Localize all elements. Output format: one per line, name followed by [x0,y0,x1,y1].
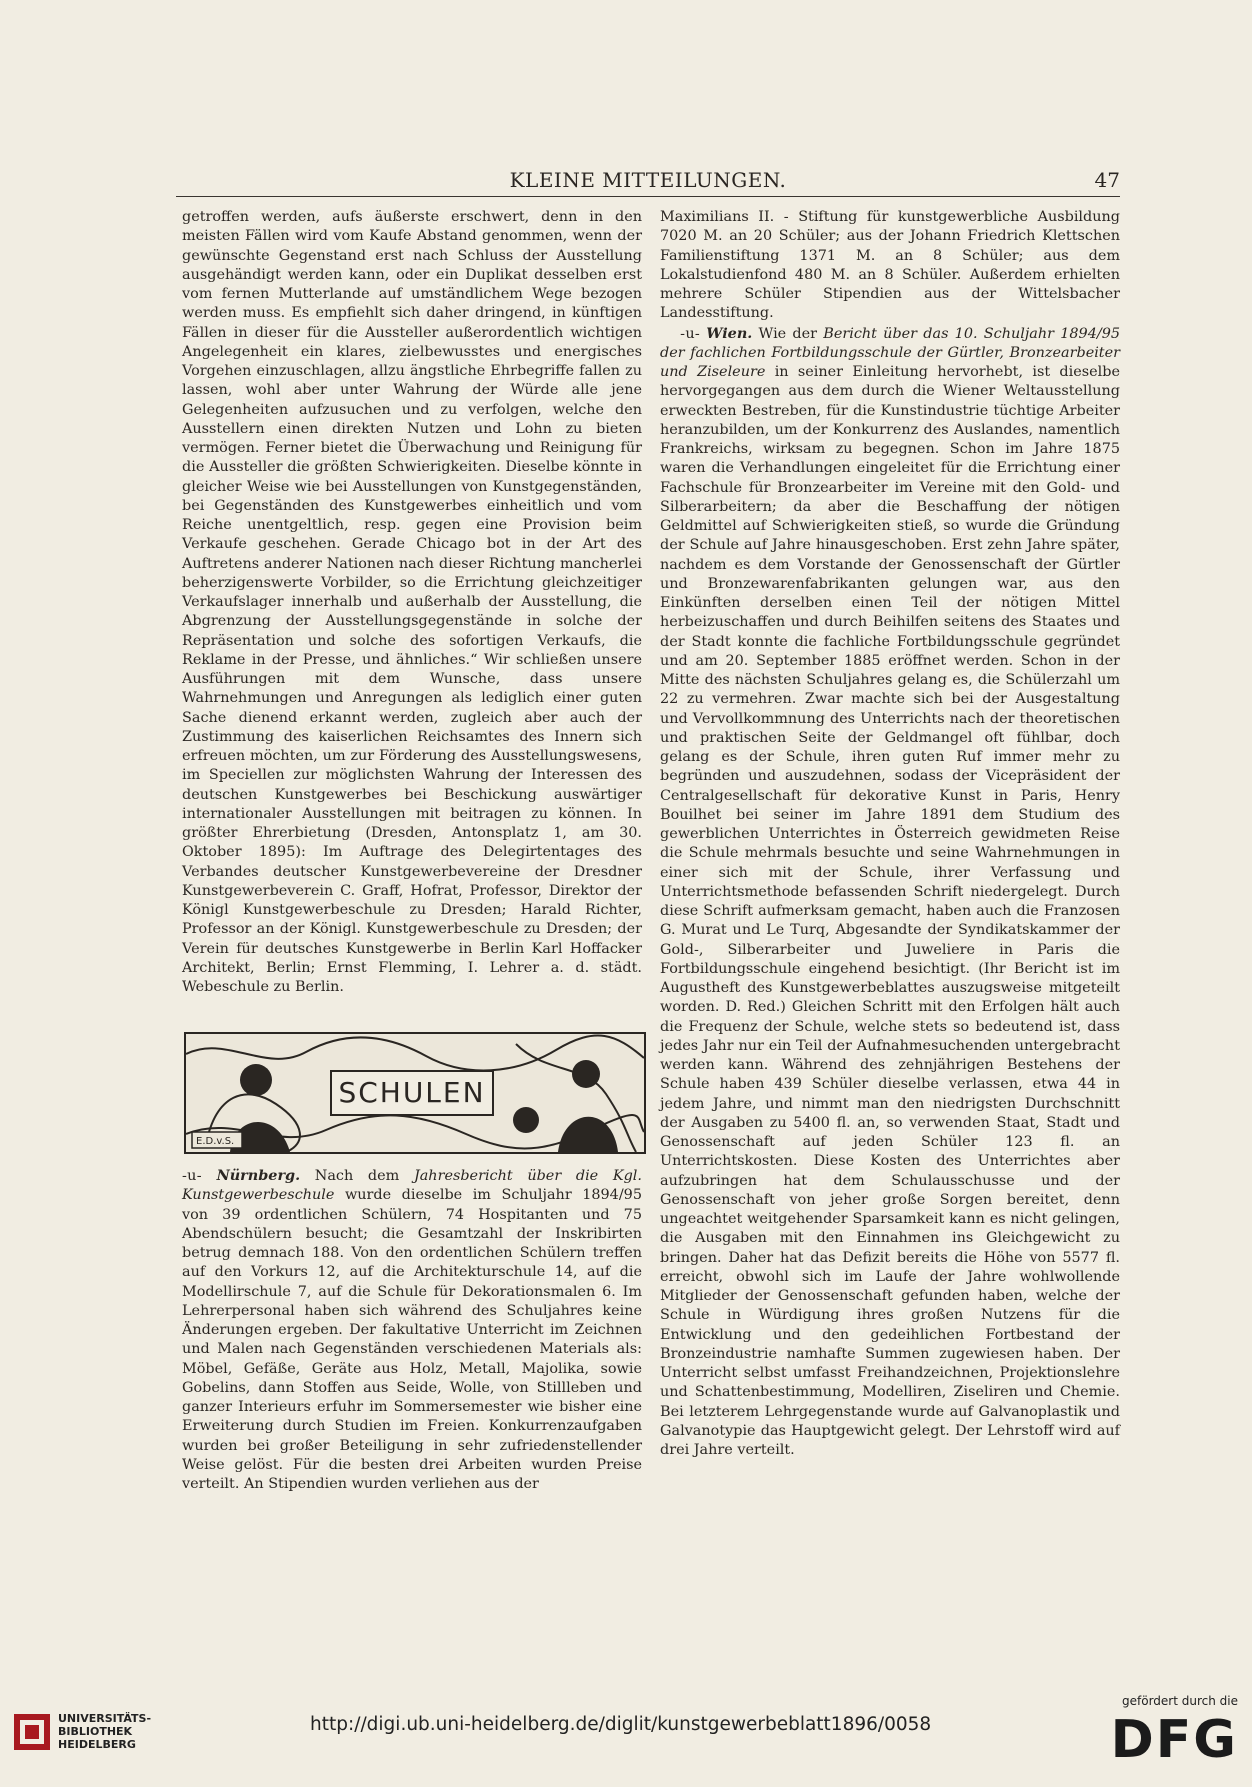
library-name [58,1712,151,1751]
library-seal-icon [12,1712,52,1752]
nuernberg-text: wurde dieselbe im Schuljahr 1894/95 von 39 ordentlichen Schülern, 74 Hospitanten und 75 Abendschülern besucht; die Gesamtzahl der Inskribirten betrug demnach 188. Von den ordentlichen Schülern treffen auf den Vorkurs 12, auf die Architekturschule 14, auf die Modellirschule 7, auf die Schule für Dekorationsmalen 6. Im Lehrerpersonal haben sich während des Schuljahres keine Änderungen ergeben. Der fakultative Unterricht im Zeichnen und Malen nach Gegenständen verschiedenen Materials als: Möbel, Gefäße, Geräte aus Holz, Metall, Majolika, sowie Gobelins, dann Stoffen aus Seide, Wolle, von Stillleben und ganzer Interieurs erfuhr im Sommersemester wie bisher eine Erweiterung durch Studien im Freien. Konkurrenzaufgaben wurden bei großer Beteiligung in sehr zufriedenstellender Weise gelöst. Für die besten drei Arbeiten wurden Preise verteilt. An Stipendien wurden verliehen aus der [182,1187,642,1492]
figure-head-left [240,1064,272,1096]
wien-intro: Wie der [758,325,818,342]
right-continuation-paragraph: Maximilians II. - Stiftung für kunstgewerbliche Ausbildung 7020 M. an 20 Schüler; aus der Johann Friedrich Klettschen Familienstiftung 1371 M. an 8 Schüler; aus dem Lokalstudienfond 480 M. an 8 Schüler. Außerdem erhielten mehrere Schüler Stipendien aus der Wittelsbacher Landesstiftung. [660,209,1120,322]
nuernberg-paragraph [182,1166,642,1494]
monogram-text: E.D.v.S. [196,1136,235,1147]
right-column [660,208,1120,1460]
figure-head-child [513,1107,539,1133]
wien-paragraph [660,324,1120,1461]
place-heading-wien: Wien. [706,324,753,342]
schulen-banner [184,1032,646,1154]
page-number: 47 [1094,168,1120,192]
place-heading-nuernberg: Nürnberg. [216,1167,301,1184]
library-name-line: HEIDELBERG [58,1738,136,1751]
nuernberg-intro: Nach dem [314,1168,400,1184]
source-url-link[interactable]: http://digi.ub.uni-heidelberg.de/diglit/kunstgewerbeblatt1896/0058 [310,1714,932,1735]
page-header [176,166,1120,197]
nuernberg-section [182,1166,642,1494]
library-logo[interactable] [12,1708,172,1756]
report-title-wien: Bericht über das 10. Schuljahr 1894/95 der fachlichen Fortbildungsschule der Gürtler, Bronzearbeiter und Ziseleure [660,325,1121,380]
banner-label: SCHULEN [330,1070,494,1116]
figure-head-right [572,1060,600,1088]
report-title-nuernberg: Jahresbericht über die Kgl. Kunstgewerbeschule [182,1168,642,1204]
library-name-line: UNIVERSITÄTS- [58,1712,152,1725]
running-title: KLEINE MITTEILUNGEN. [509,168,787,192]
section-marker: -u- [680,325,701,342]
left-column [182,208,642,997]
dfg-logo[interactable]: DFG [1110,1710,1238,1770]
funded-by-label: gefördert durch die [1122,1694,1238,1708]
library-name-line: BIBLIOTHEK [58,1725,133,1738]
section-marker: -u- [182,1168,202,1184]
left-column-paragraph: getroffen werden, aufs äußerste erschwert, denn in den meisten Fällen wird vom Kaufe Abstand genommen, wenn der gewünschte Gegenstand erst nach Schluss der Ausstellung ausgehändigt werden kann, oder ein Duplikat desselben erst vom fernen Mutterlande auf umständlichem Wege bezogen werden muss. Es empfiehlt sich daher dringend, in künftigen Fällen in dieser für die Aussteller außerordentlich wichtigen Angelegenheit ein klares, zielbewusstes und energisches Vorgehen einzuschlagen, allzu ängstliche Ehrbegriffe fallen zu lassen, wohl aber unter Wahrung der Würde alle jene Gelegenheiten aufzusuchen und zu verfolgen, welche den Ausstellern einen direkten Nutzen und Lohn zu bieten vermögen. Ferner bietet die Überwachung und Reinigung für die Aussteller die größten Schwierigkeiten. Dieselbe könnte in gleicher Weise wie bei Ausstellungen von Kunstgegenständen, bei Gegenständen des Kunstgewerbes einheitlich und vom Reiche unentgeltlich, resp. gegen eine Provision beim Verkaufe geschehen. Gerade Chicago bot in der Art des Auftretens anderer Nationen nach dieser Richtung mancherlei beherzigenswerte Vorbilder, so die Errichtung gleichzeitiger Verkaufslager innerhalb und außerhalb der Ausstellung, die Abgrenzung der Ausstellungsgegenstände in solche der Repräsentation und solche des sofortigen Verkaufs, die Reklame in der Presse, und ähnliches.“ Wir schließen unsere Ausführungen mit dem Wunsche, dass unsere Wahrnehmungen und Anregungen als lediglich einer guten Sache dienend erkannt werden, zugleich aber auch der Zustimmung des kaiserlichen Reichsamtes des Innern sich erfreuen möchten, um zur Förderung des Ausstellungswesens, im Speciellen zur möglichsten Wahrung der Interessen des deutschen Kunstgewerbes bei Beschickung auswärtiger internationaler Ausstellungen mit beitragen zu können. In größter Ehrerbietung (Dresden, Antonsplatz 1, am 30. Oktober 1895): Im Auftrage des Delegirtentages des Verbandes deutscher Kunstgewerbevereine der Dresdner Kunstgewerbeverein C. Graff, Hofrat, Professor, Direktor der Königl Kunstgewerbeschule zu Dresden; Harald Richter, Professor an der Königl. Kunstgewerbeschule zu Dresden; der Verein für deutsches Kunstgewerbe in Berlin Karl Hoffacker Architekt, Berlin; Ernst Flemming, I. Lehrer a. d. städt. Webeschule zu Berlin. [182,209,642,995]
wien-text: in seiner Einleitung hervorhebt, ist dieselbe hervorgegangen aus dem durch die Wiener Weltausstellung erweckten Bestreben, für die Kunstindustrie tüchtige Arbeiter heranzubilden, um der Konkurrenz des Auslandes, namentlich Frankreichs, wirksam zu begegnen. Schon im Jahre 1875 waren die Verhandlungen eingeleitet für die Errichtung einer Fachschule für Bronzearbeiter im Vereine mit den Gold- und Silberarbeitern; da aber die Beschaffung der nötigen Geldmittel auf Schwierigkeiten stieß, so wurde die Gründung der Schule auf Jahre hinausgeschoben. Erst zehn Jahre später, nachdem es dem Vorstande der Genossenschaft der Gürtler und Bronzewarenfabrikanten gelungen war, aus den Einkünften derselben einen Teil der nötigen Mittel herbeizuschaffen und durch Beihilfen seitens des Staates und der Stadt konnte die fachliche Fortbildungsschule gegründet und am 20. September 1885 eröffnet werden. Schon in der Mitte des nächsten Schuljahres gelang es, die Schülerzahl um 22 zu vermehren. Zwar machte sich bei der Ausgestaltung und Vervollkommnung des Unterrichts nach der theoretischen und praktischen Seite der Geldmangel oft fühlbar, doch gelang es der Schule, ihren guten Ruf immer mehr zu begründen und auszudehnen, sodass der Vicepräsident der Centralgesellschaft für dekorative Kunst in Paris, Henry Bouilhet bei seiner im Jahre 1891 dem Studium des gewerblichen Unterrichtes in Österreich gewidmeten Reise die Schule mehrmals besuchte und seine Wahrnehmungen in einer sich mit der Schule, ihrer Verfassung und Unterrichtsmethode befassenden Schrift niedergelegt. Durch diese Schrift aufmerksam gemacht, haben auch die Franzosen G. Murat und Le Turq, Abgesandte der Syndikatskammer der Gold-, Silberarbeiter und Juweliere in Paris die Fortbildungsschule eingehend besichtigt. (Ihr Bericht ist im Augustheft des Kunstgewerbeblattes auszugsweise mitgeteilt worden. D. Red.) Gleichen Schritt mit den Erfolgen hält auch die Frequenz der Schule, welche stets so bedeutend ist, dass jedes Jahr nur ein Teil der Aufnahmesuchenden untergebracht werden kann. Während des zehnjährigen Bestehens der Schule haben 439 Schüler dieselbe verlassen, etwa 44 in jedem Jahre, und nimmt man den niedrigsten Durchschnitt der Ausgaben zu 5400 fl. an, so verwenden Staat, Stadt und Genossenschaft auf jeden Schüler 123 fl. an Unterrichtskosten. Diese Kosten des Unterrichtes aber aufzubringen hat dem Schulausschusse und der Genossenschaft von jeher große Sorgen bereitet, denn ungeachtet weitgehender Sparsamkeit kann es nicht gelingen, die Ausgaben mit den Einnahmen ins Gleichgewicht zu bringen. Daher hat das Defizit bereits die Höhe von 5577 fl. erreicht, obwohl sich im Laufe der Jahre wohlwollende Mitglieder der Genossenschaft gefunden haben, welche der Schule in Würdigung ihres großen Nutzens für die Entwicklung und den gedeihlichen Fortbestand der Bronzeindustrie namhafte Summen zugewiesen haben. Der Unterricht selbst umfasst Freihandzeichnen, Projektionslehre und Schattenbestimmung, Modelliren, Ziseliren und Chemie. Bei letzterem Lehrgegenstande wurde auf Galvanoplastik und Galvanotypie das Hauptgewicht gelegt. Der Lehrstoff wird auf drei Jahre verteilt. [660,364,1120,1458]
